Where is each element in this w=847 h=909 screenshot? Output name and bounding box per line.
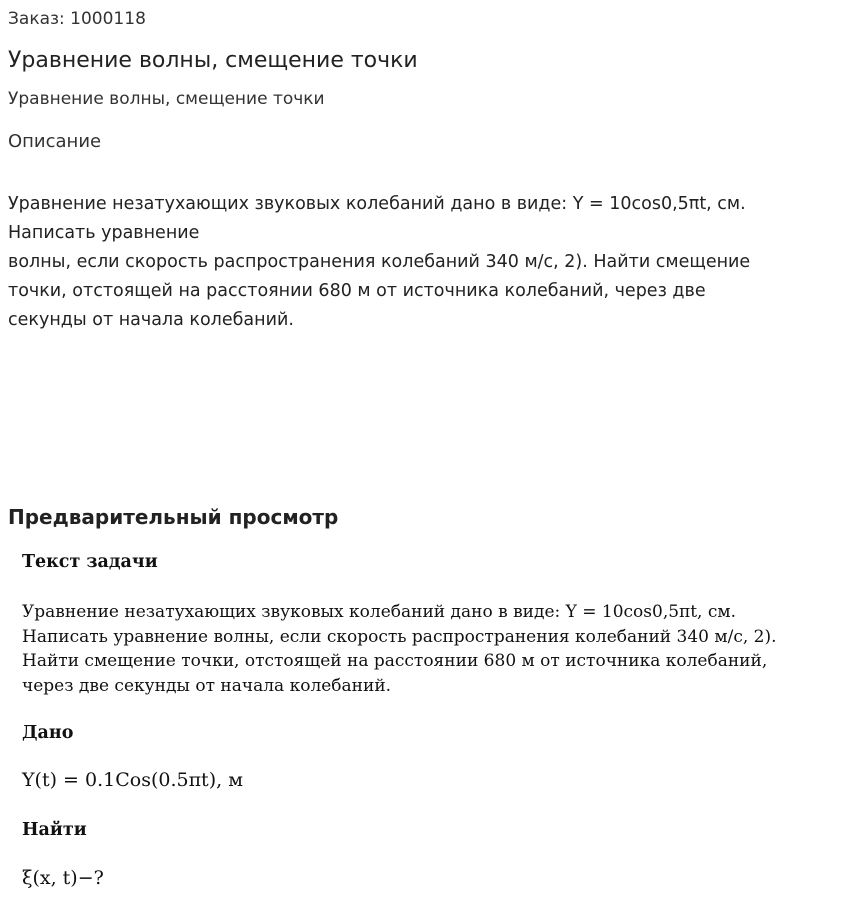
page-title: Уравнение волны, смещение точки xyxy=(8,48,418,73)
description-line: Уравнение незатухающих звуковых колебаний дано в виде: Y = 10cos0,5πt, см. xyxy=(8,194,746,214)
given-heading: Дано xyxy=(22,723,74,743)
task-line: Найти смещение точки, отстоящей на расстоянии 680 м от источника колебаний, xyxy=(22,651,768,671)
task-text xyxy=(22,600,777,698)
description-line: точки, отстоящей на расстоянии 680 м от источника колебаний, через две xyxy=(8,281,706,301)
description-line: секунды от начала колебаний. xyxy=(8,310,294,330)
task-line: Уравнение незатухающих звуковых колебаний дано в виде: Y = 10cos0,5πt, см. xyxy=(22,602,737,622)
preview-heading: Предварительный просмотр xyxy=(8,505,339,529)
description-line: волны, если скорость распространения колебаний 340 м/с, 2). Найти смещение xyxy=(8,252,751,272)
task-line: Написать уравнение волны, если скорость распространения колебаний 340 м/с, 2). xyxy=(22,626,777,647)
order-number: Заказ: 1000118 xyxy=(8,9,146,29)
task-heading: Текст задачи xyxy=(22,552,158,572)
description-text xyxy=(8,190,838,335)
find-heading: Найти xyxy=(22,820,87,840)
description-line: Написать уравнение xyxy=(8,223,200,243)
task-line: через две секунды от начала колебаний. xyxy=(22,675,392,696)
description-label: Описание xyxy=(8,131,102,152)
page-subtitle: Уравнение волны, смещение точки xyxy=(8,89,325,109)
find-formula: ξ(x, t)−? xyxy=(22,867,104,889)
given-formula: Y(t) = 0.1Cos(0.5πt), м xyxy=(22,769,243,791)
